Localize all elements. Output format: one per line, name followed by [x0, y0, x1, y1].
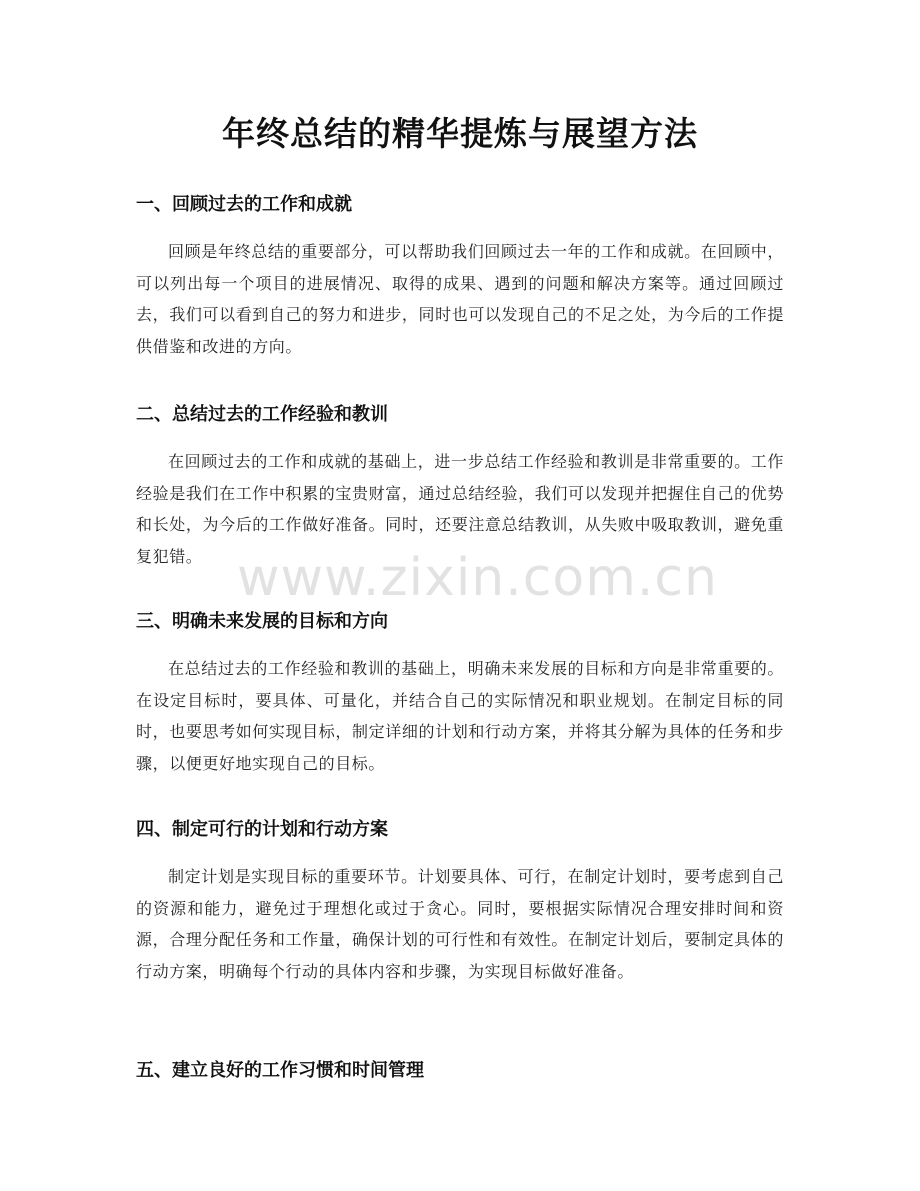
section-1-paragraph: 回顾是年终总结的重要部分，可以帮助我们回顾过去一年的工作和成就。在回顾中，可以列出每一个项目的进展情况、取得的成果、遇到的问题和解决方案等。通过回顾过去，我们可以看到自己的努力和进步，同时也可以发现自己的不足之处，为今后的工作提供借鉴和改进的方向。	[136, 242, 784, 356]
section-4-paragraph: 制定计划是实现目标的重要环节。计划要具体、可行，在制定计划时，要考虑到自己的资源和能力，避免过于理想化或过于贪心。同时，要根据实际情况合理安排时间和资源，合理分配任务和工作量，确保计划的可行性和有效性。在制定计划后，要制定具体的行动方案，明确每个行动的具体内容和步骤，为实现目标做好准备。	[136, 867, 784, 981]
section-3-paragraph: 在总结过去的工作经验和教训的基础上，明确未来发展的目标和方向是非常重要的。在设定目标时，要具体、可量化，并结合自己的实际情况和职业规划。在制定目标的同时，也要思考如何实现目标，制定详细的计划和行动方案，并将其分解为具体的任务和步骤，以便更好地实现自己的目标。	[136, 659, 784, 773]
watermark: www.zixin.com.cn	[237, 548, 718, 608]
section-4-heading: 四、制定可行的计划和行动方案	[136, 819, 388, 840]
section-3-heading: 三、明确未来发展的目标和方向	[136, 611, 388, 632]
section-2-paragraph: 在回顾过去的工作和成就的基础上，进一步总结工作经验和教训是非常重要的。工作经验是我们在工作中积累的宝贵财富，通过总结经验，我们可以发现并把握住自己的优势和长处，为今后的工作做好准备。同时，还要注意总结教训，从失败中吸取教训，避免重复犯错。	[136, 452, 784, 566]
section-1-heading: 一、回顾过去的工作和成就	[136, 194, 352, 215]
section-2-heading: 二、总结过去的工作经验和教训	[136, 404, 388, 425]
section-5-heading: 五、建立良好的工作习惯和时间管理	[136, 1060, 424, 1081]
document-title: 年终总结的精华提炼与展望方法	[222, 114, 698, 153]
